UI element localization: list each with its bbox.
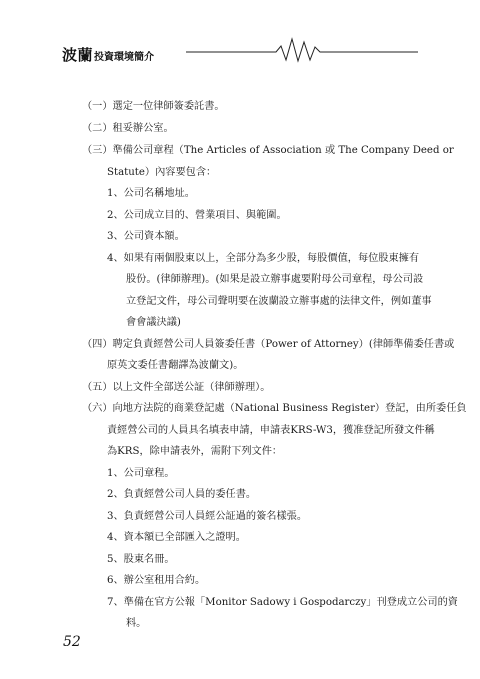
- subitem-6-7-cont: 料。: [126, 618, 147, 629]
- subitem-6-2: 2、負責經營公司人員的委任書。: [107, 489, 257, 500]
- header-brand: [62, 44, 154, 65]
- item-5: （五）以上文件全部送公証（律師辦理）。: [82, 382, 271, 393]
- subitem-3-1: 1、公司名稱地址。: [107, 188, 195, 199]
- header-wave-line: [186, 34, 418, 64]
- header-brand-sub: 投資環境簡介: [94, 52, 155, 63]
- item-3: （三）準備公司章程（The Articles of Association 或 The Company Deed or: [82, 145, 454, 156]
- header-brand-main: 波蘭: [62, 46, 94, 64]
- item-4-cont: 原英文委任書翻譯為波蘭文)。: [107, 360, 244, 371]
- subitem-3-4-cont1: 股份。(律師辦理)。(如果是設立辦事處要附母公司章程，母公司設: [126, 274, 424, 285]
- item-4: （四）聘定負責經營公司人員簽委任書（Power of Attorney）(律師準備委任書或: [82, 339, 455, 350]
- subitem-6-4: 4、資本額已全部匯入之證明。: [107, 532, 246, 543]
- item-6-cont2: 為KRS，除申請表外，需附下列文件：: [107, 446, 283, 457]
- subitem-6-6: 6、辦公室租用合約。: [107, 575, 206, 586]
- item-1: （一）選定一位律師簽委託書。: [82, 101, 225, 112]
- subitem-6-1: 1、公司章程。: [107, 468, 175, 479]
- subitem-3-4-cont2: 立登記文件，母公司聲明要在波蘭設立辦事處的法律文件，例如董事: [126, 296, 432, 307]
- item-3-cont: Statute）內容要包含：: [107, 167, 217, 178]
- subitem-3-3: 3、公司資本額。: [107, 231, 185, 242]
- running-header: [62, 34, 418, 64]
- subitem-3-4: 4、如果有兩個股東以上，全部分為多少股，每股價值，每位股東擁有: [107, 253, 420, 264]
- item-6: （六）向地方法院的商業登記處（National Business Register）登記，由所委任負: [82, 403, 467, 414]
- subitem-6-5: 5、股東名冊。: [107, 554, 175, 565]
- subitem-6-7: 7、準備在官方公報「Monitor Sadowy i Gospodarczy」刊登成立公司的資: [107, 597, 458, 608]
- subitem-3-2: 2、公司成立目的、營業項目、與範圍。: [107, 210, 287, 221]
- item-6-cont1: 責經營公司的人員具名填表申請，申請表KRS-W3，獲准登記所發文件稱: [107, 425, 435, 436]
- item-2: （二）租妥辦公室。: [82, 123, 174, 134]
- subitem-6-3: 3、負責經營公司人員經公証過的簽名樣張。: [107, 511, 308, 522]
- subitem-3-4-cont3: 會會議決議): [126, 317, 181, 328]
- page-number: 52: [63, 634, 81, 650]
